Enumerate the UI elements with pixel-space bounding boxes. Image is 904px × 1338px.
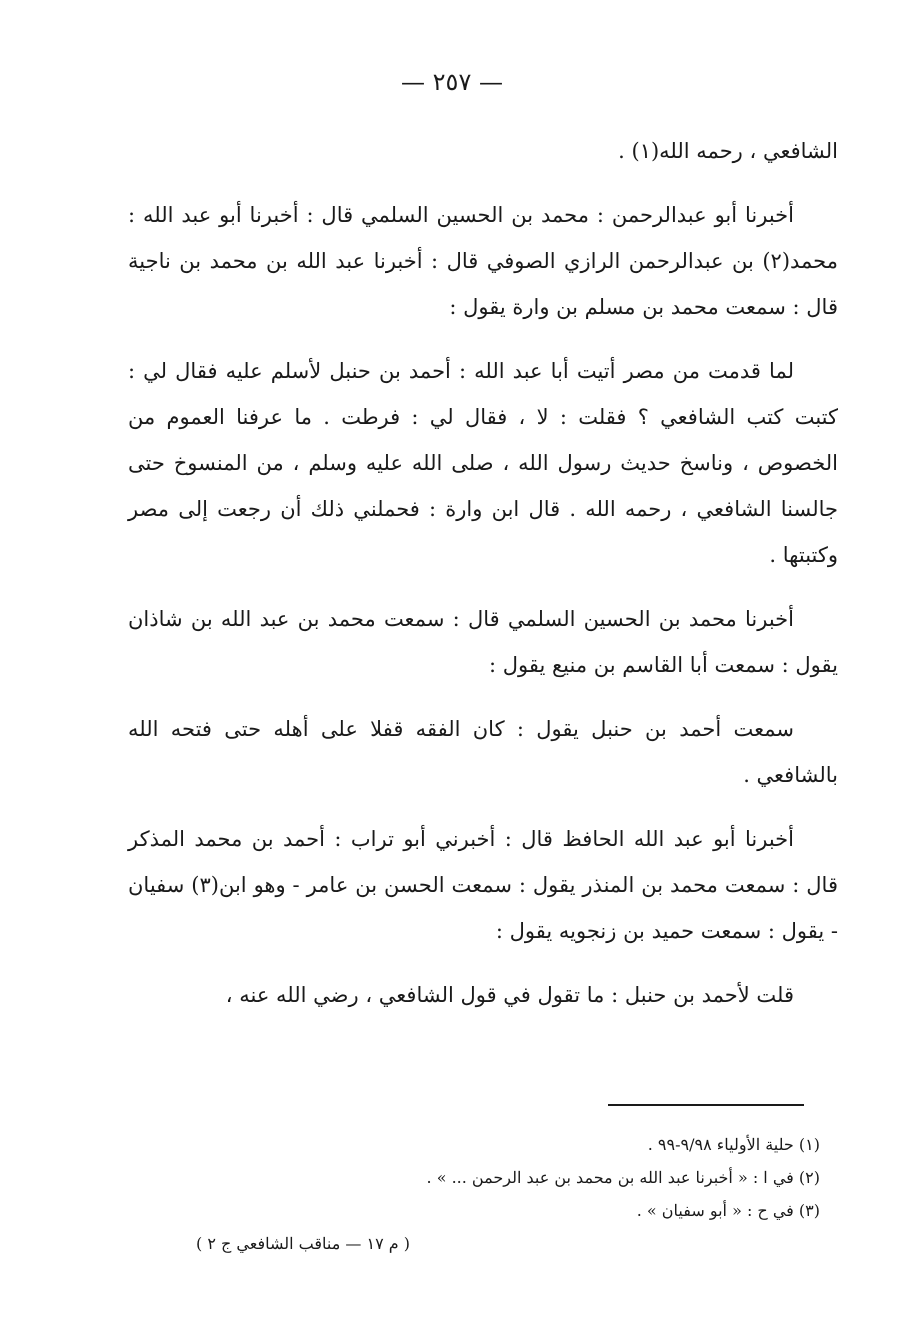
paragraph-isnad-3: أخبرنا أبو عبد الله الحافظ قال : أخبرني أبو تراب : أحمد بن محمد المذكر قال : سمعت محمد بن المنذر يقول : سمعت الحسن بن عامر - وهو ابن(٣) سفيان - يقول : سمعت حميد بن زنجويه يقول : — [128, 827, 838, 943]
paragraph-narration-2: سمعت أحمد بن حنبل يقول : كان الفقه قفلا على أهله حتى فتحه الله بالشافعي . — [128, 717, 838, 787]
paragraph-narration-1: لما قدمت من مصر أتيت أبا عبد الله : أحمد بن حنبل لأسلم عليه فقال لي : كتبت كتب الشافعي ؟ فقلت : لا ، فقال لي : فرطت . ما عرفنا العموم من الخصوص ، وناسخ حديث رسول الله ، صلى الله عليه وسلم ، من المنسوخ حتى جالسنا الشافعي ، رحمه الله . قال ابن وارة : فحملني ذلك أن رجعت إلى مصر وكتبتها . — [128, 359, 838, 567]
paragraph-narration-3: قلت لأحمد بن حنبل : ما تقول في قول الشافعي ، رضي الله عنه ، — [225, 983, 794, 1007]
footnotes — [300, 1128, 820, 1227]
paragraph-continuation: الشافعي ، رحمه الله(١) . — [618, 139, 838, 163]
footnote-1: (١) حلية الأولياء ٩/٩٨-٩٩ . — [647, 1135, 820, 1154]
footnote-divider — [608, 1104, 804, 1106]
page-number: — ٢٥٧ — — [401, 68, 503, 96]
footnote-3: (٣) في ح : « أبو سفيان » . — [636, 1201, 820, 1220]
printer-signature: ( م ١٧ — مناقب الشافعي ج ٢ ) — [196, 1234, 410, 1253]
main-text — [128, 128, 838, 1036]
footnote-2: (٢) في ا : « أخبرنا عبد الله بن محمد بن عبد الرحمن ... » . — [426, 1168, 820, 1187]
paragraph-isnad-2: أخبرنا محمد بن الحسين السلمي قال : سمعت محمد بن عبد الله بن شاذان يقول : سمعت أبا القاسم بن منيع يقول : — [128, 607, 838, 677]
paragraph-isnad-1: أخبرنا أبو عبدالرحمن : محمد بن الحسين السلمي قال : أخبرنا أبو عبد الله : محمد(٢) بن عبدالرحمن الرازي الصوفي قال : أخبرنا عبد الله بن محمد بن ناجية قال : سمعت محمد بن مسلم بن وارة يقول : — [128, 203, 838, 319]
